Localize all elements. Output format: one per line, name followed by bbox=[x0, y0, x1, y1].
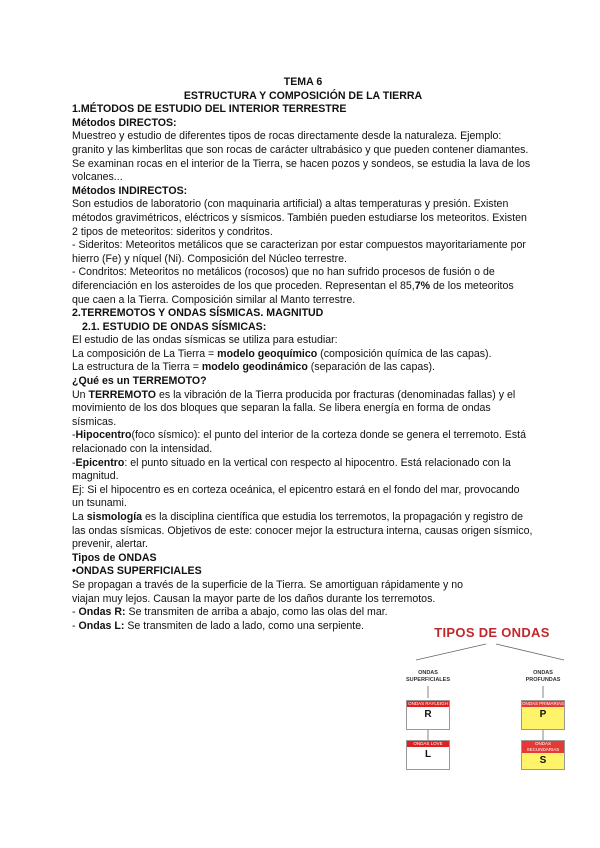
modelo-geoquimico-line: La composición de La Tierra = modelo geoquímico (composición química de las capas). bbox=[72, 347, 492, 360]
box-s-label: ONDAS SECUNDARIAS bbox=[522, 741, 564, 753]
box-ondas-secundarias bbox=[521, 740, 565, 770]
section-2-heading: 2.TERREMOTOS Y ONDAS SÍSMICAS. MAGNITUD bbox=[72, 307, 324, 320]
ondas-superficiales-paragraph: Se propagan a través de la superficie de la Tierra. Se amortiguan rápidamente y no viajan muy lejos. Causan la mayor parte de los daños durante los terremotos. bbox=[72, 578, 464, 605]
indirectos-heading: Métodos INDIRECTOS: bbox=[72, 184, 188, 197]
box-l-letter: L bbox=[424, 749, 432, 760]
box-r-label: ONDAS RAYLEIGH bbox=[408, 701, 448, 706]
sismologia-paragraph: La sismología es la disciplina científica que estudia los terremotos, la propagación y registro de las ondas sísmicas. Objetivos de este: conocer mejor la estructura interna, causas origen sísmico, prevenir, alertar. bbox=[72, 511, 533, 551]
box-ondas-primarias bbox=[521, 700, 565, 730]
tipos-ondas-heading: Tipos de ONDAS bbox=[72, 551, 157, 564]
connector-left bbox=[416, 644, 486, 660]
sideritos-paragraph: - Sideritos: Meteoritos metálicos que se caracterizan por estar compuestos mayoritariamente por hierro (Fe) y níquel (Ni). Composición del Núcleo terrestre. bbox=[72, 239, 526, 265]
doc-title: TEMA 6 bbox=[283, 76, 323, 88]
diagram-title: TIPOS DE ONDAS bbox=[434, 625, 550, 640]
ondas-r-line: - Ondas R: Se transmiten de arriba a abajo, como las olas del mar. bbox=[72, 606, 388, 619]
terremoto-definition: Un TERREMOTO es la vibración de la Tierra producida por fracturas (denominadas fallas) y el movimiento de los dos bloques que separan la falla. Se libera energía en forma de ondas sísmicas. bbox=[72, 388, 516, 428]
directos-paragraph: Muestreo y estudio de diferentes tipos de rocas directamente desde la naturaleza. Ejemplo: granito y las kimberlitas que son rocas de carácter ultrabásico y que pueden contener diamantes. Se examinan rocas en el interior de la Tierra, se hacen pozos y sondeos, se estudia la lava de los volcanes... bbox=[72, 130, 531, 184]
modelo-geodinamico-line: La estructura de la Tierra = modelo geodinámico (separación de las capas). bbox=[72, 361, 435, 374]
indirectos-paragraph-1: Son estudios de laboratorio (con maquinaria artificial) a altas temperaturas y presión. Existen métodos gravimétricos, eléctricos y sísmicos. También pueden estudiarse los meteoritos. Existen 2 tipos de meteoritos: sideritos y condritos. bbox=[72, 198, 527, 238]
tipos-de-ondas-diagram bbox=[398, 626, 580, 766]
hipocentro-definition: -Hipocentro(foco sísmico): el punto del interior de la corteza donde se genera el terremoto. Está relacionado con la intensidad. bbox=[72, 429, 526, 456]
box-l-label: ONDAS LOVE bbox=[407, 741, 449, 747]
section-1-heading: 1.MÉTODOS DE ESTUDIO DEL INTERIOR TERRESTRE bbox=[72, 103, 347, 116]
box-ondas-rayleigh bbox=[406, 700, 450, 730]
document-page bbox=[72, 76, 534, 633]
connector-right bbox=[496, 644, 564, 660]
box-ondas-love bbox=[406, 740, 450, 770]
directos-heading: Métodos DIRECTOS: bbox=[72, 116, 177, 129]
cat-superficiales: ONDAS SUPERFICIALES bbox=[405, 670, 450, 683]
ejemplo-paragraph: Ej: Si el hipocentro es en corteza oceánica, el epicentro estará en el fondo del mar, provocando un tsunami. bbox=[72, 483, 520, 510]
terremoto-question: ¿Qué es un TERREMOTO? bbox=[72, 375, 207, 388]
section-2-1-heading: 2.1. ESTUDIO DE ONDAS SÍSMICAS: bbox=[82, 320, 267, 333]
condritos-paragraph: - Condritos: Meteoritos no metálicos (rocosos) que no han sufrido procesos de fusión o de diferenciación en los asteroides de los que proceden. Representan el 85,7% de los meteoritos que caen a la Tierra. Composición similar al Manto terrestre. bbox=[72, 266, 514, 306]
cat-profundas: ONDAS PROFUNDAS bbox=[525, 670, 561, 683]
box-s-letter: S bbox=[539, 755, 547, 766]
box-p-letter: P bbox=[539, 709, 547, 720]
box-p-label: ONDAS PRIMARIAS bbox=[522, 701, 565, 706]
ondas-intro: El estudio de las ondas sísmicas se utiliza para estudiar: bbox=[72, 334, 338, 347]
doc-subtitle: ESTRUCTURA Y COMPOSICIÓN DE LA TIERRA bbox=[183, 89, 423, 102]
epicentro-definition: -Epicentro: el punto situado en la vertical con respecto al hipocentro. Está relacionado con la magnitud. bbox=[72, 456, 511, 483]
ondas-superficiales-heading: •ONDAS SUPERFICIALES bbox=[72, 565, 202, 578]
box-r-letter: R bbox=[424, 709, 432, 720]
ondas-l-line: - Ondas L: Se transmiten de lado a lado, como una serpiente. bbox=[72, 619, 365, 632]
